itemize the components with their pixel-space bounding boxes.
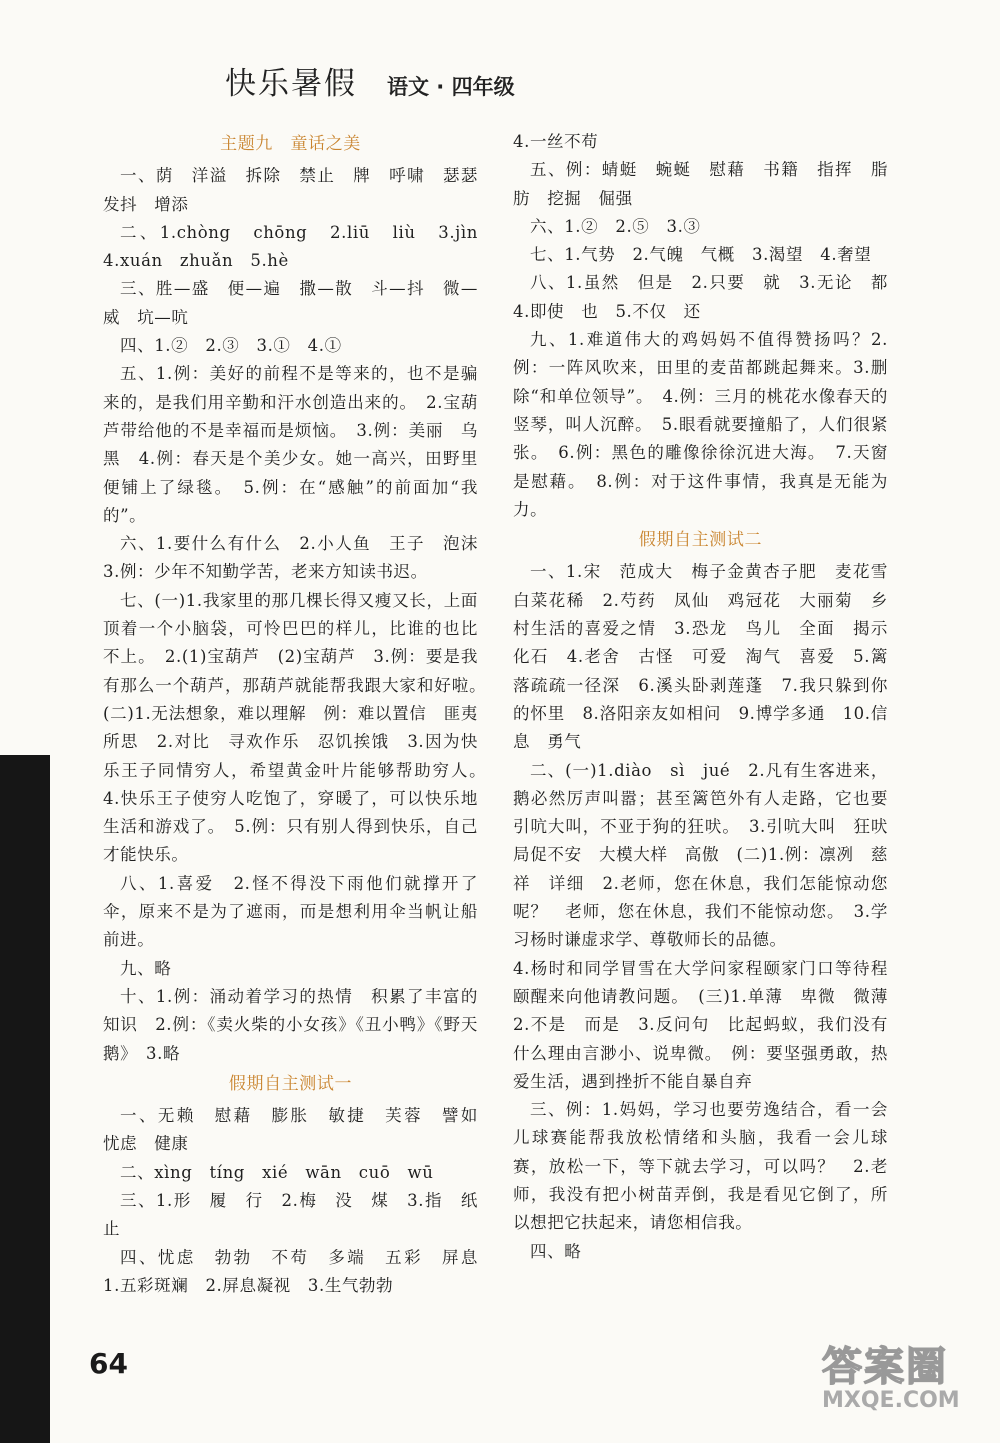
answer-paragraph: 四、忧虑 勃勃 不苟 多端 五彩 屏息 1.五彩斑斓 2.屏息凝视 3.生气勃勃 bbox=[103, 1247, 496, 1295]
answer-paragraph: 四、1.② 2.③ 3.① 4.① bbox=[120, 336, 342, 356]
answer-paragraph: 三、1.形 履 行 2.梅 没 煤 3.指 纸 止 bbox=[103, 1190, 496, 1239]
book-title: 快乐暑假 bbox=[225, 66, 357, 102]
answer-paragraph: 八、1.虽然 但是 2.只要 就 3.无论 都 4.即使 也 5.不仅 还 bbox=[513, 273, 906, 321]
page-edge-shadow bbox=[0, 755, 50, 1443]
answer-paragraph: 七、1.气势 2.气魄 气概 3.渴望 4.奢望 bbox=[530, 245, 872, 265]
answer-paragraph: 二、xìng tíng xié wān cuō wū bbox=[120, 1162, 434, 1182]
subject-grade: 语文 · 四年级 bbox=[387, 75, 515, 99]
answer-paragraph: 八、1.喜爱 2.怪不得没下雨他们就撑开了伞，原来不是为了遮雨，而是想利用伞当帆让船前进。 bbox=[103, 873, 478, 950]
answer-paragraph: 十、1.例：涌动着学习的热情 积累了丰富的知识 2.例：《卖火柴的小女孩》《丑小鸭》《野天鹅》 3.略 bbox=[103, 986, 478, 1063]
watermark-url: MXQE.COM bbox=[822, 1388, 960, 1413]
answer-paragraph: 六、1.要什么有什么 2.小人鱼 王子 泡沫 3.例：少年不知勤学苦，老来方知读书迟。 bbox=[103, 534, 496, 582]
answer-paragraph: 五、例：蜻蜓 蜿蜒 慰藉 书籍 指挥 脂肪 挖掘 倔强 bbox=[513, 160, 888, 208]
section-heading: 主题九 童话之美 bbox=[220, 134, 361, 154]
section-heading: 假期自主测试二 bbox=[638, 530, 763, 551]
page-header bbox=[225, 58, 515, 108]
answer-paragraph: 一、无赖 慰藉 膨胀 敏捷 芙蓉 譬如 忧虑 健康 bbox=[103, 1106, 496, 1154]
answer-paragraph: 九、1.难道伟大的鸡妈妈不值得赞扬吗？2.例：一阵风吹来，田里的麦苗都跳起舞来。3.删除“和单位领导”。 4.例：三月的桃花水像春天的竖琴，叫人沉醉。 5.眼看就要撞船了，人们很紧张。 6.例：黑色的雕像徐徐沉进大海。 7.天窗是慰藉。 8.例：对于这件事情，我真是无能为力。 bbox=[513, 330, 888, 519]
right-column bbox=[513, 128, 906, 1266]
answer-paragraph: 三、胜—盛 便—遍 撒—散 斗—抖 微—威 坑—吭 bbox=[103, 279, 478, 327]
answer-paragraph: 二、1.chòng chōng 2.liū liù 3.jìn 4.xuán zhuǎn 5.hè bbox=[103, 222, 496, 271]
answer-paragraph: 二、(一)1.diào sì jué 2.凡有生客进来，鹅必然厉声叫嚣；甚至篱笆外有人走路，它也要引吭大叫，不亚于狗的狂吠。 3.引吭大叫 狂吠 局促不安 大模大样 高傲 (二)1.例：凛冽 慈祥 详细 2.老师，您在休息，我们怎能惊动您呢？ 老师，您在休息，我们不能惊动您。 3.学习杨时谦虚求学、尊敬师长的品德。 bbox=[513, 760, 906, 950]
page-number: 64 bbox=[89, 1347, 128, 1380]
answer-paragraph: 六、1.② 2.⑤ 3.③ bbox=[530, 216, 701, 236]
answer-paragraph: 4.一丝不苟 bbox=[513, 132, 599, 151]
answer-paragraph: 七、(一)1.我家里的那几棵长得又瘦又长，上面顶着一个小脑袋，可怜巴巴的样儿，比谁的也比不上。 2.(1)宝葫芦 (2)宝葫芦 3.例：要是我有那么一个葫芦，那葫芦就能帮我跟大家和好啦。 (二)1.无法想象，难以理解 例：难以置信 匪夷所思 2.对比 寻欢作乐 忍饥挨饿 3.因为快乐王子同情穷人，希望黄金叶片能够帮助穷人。 4.快乐王子使穷人吃饱了，穿暖了，可以快乐地生活和游戏了。 5.例：只有别人得到快乐，自己才能快乐。 bbox=[103, 590, 496, 865]
answer-paragraph: 四、略 bbox=[530, 1241, 582, 1261]
watermark-logo bbox=[822, 1335, 992, 1430]
answer-paragraph: 一、荫 洋溢 拆除 禁止 牌 呼啸 瑟瑟发抖 增添 bbox=[103, 166, 478, 214]
answer-paragraph: 4.杨时和同学冒雪在大学问家程颐家门口等待程颐醒来向他请教问题。 (三)1.单薄 卑微 微薄 2.不是 而是 3.反问句 比起蚂蚁，我们没有什么理由言渺小、说卑微。 例：要坚强勇敢，热爱生活，遇到挫折不能自暴自弃 bbox=[513, 958, 906, 1091]
section-heading: 假期自主测试一 bbox=[228, 1073, 353, 1094]
answer-paragraph: 三、例：1.妈妈，学习也要劳逸结合，看一会儿球赛能帮我放松情绪和头脑，我看一会儿球赛，放松一下，等下就去学习，可以吗？ 2.老师，我没有把小树苗弄倒，我是看见它倒了，所以想把它扶起来，请您相信我。 bbox=[513, 1100, 888, 1233]
left-column bbox=[103, 128, 496, 1300]
answer-paragraph: 一、1.宋 范成大 梅子金黄杏子肥 麦花雪白菜花稀 2.芍药 凤仙 鸡冠花 大丽菊 乡村生活的喜爱之情 3.恐龙 鸟儿 全面 揭示 化石 4.老舍 古怪 可爱 淘气 喜爱 5.篱落疏疏一径深 6.溪头卧剥莲蓬 7.我只躲到你的怀里 8.洛阳亲友如相问 9.博学多通 10.信息 勇气 bbox=[513, 562, 906, 752]
answer-paragraph: 九、略 bbox=[120, 958, 172, 978]
watermark-text: 答案圈 bbox=[822, 1344, 948, 1390]
answer-paragraph: 五、1.例：美好的前程不是等来的，也不是骗来的，是我们用辛勤和汗水创造出来的。 2.宝葫芦带给他的不是幸福而是烦恼。 3.例：美丽 乌黑 4.例：春天是个美少女。她一高兴，田野里便铺上了绿毯。 5.例：在“感触”的前面加“我的”。 bbox=[103, 364, 478, 525]
